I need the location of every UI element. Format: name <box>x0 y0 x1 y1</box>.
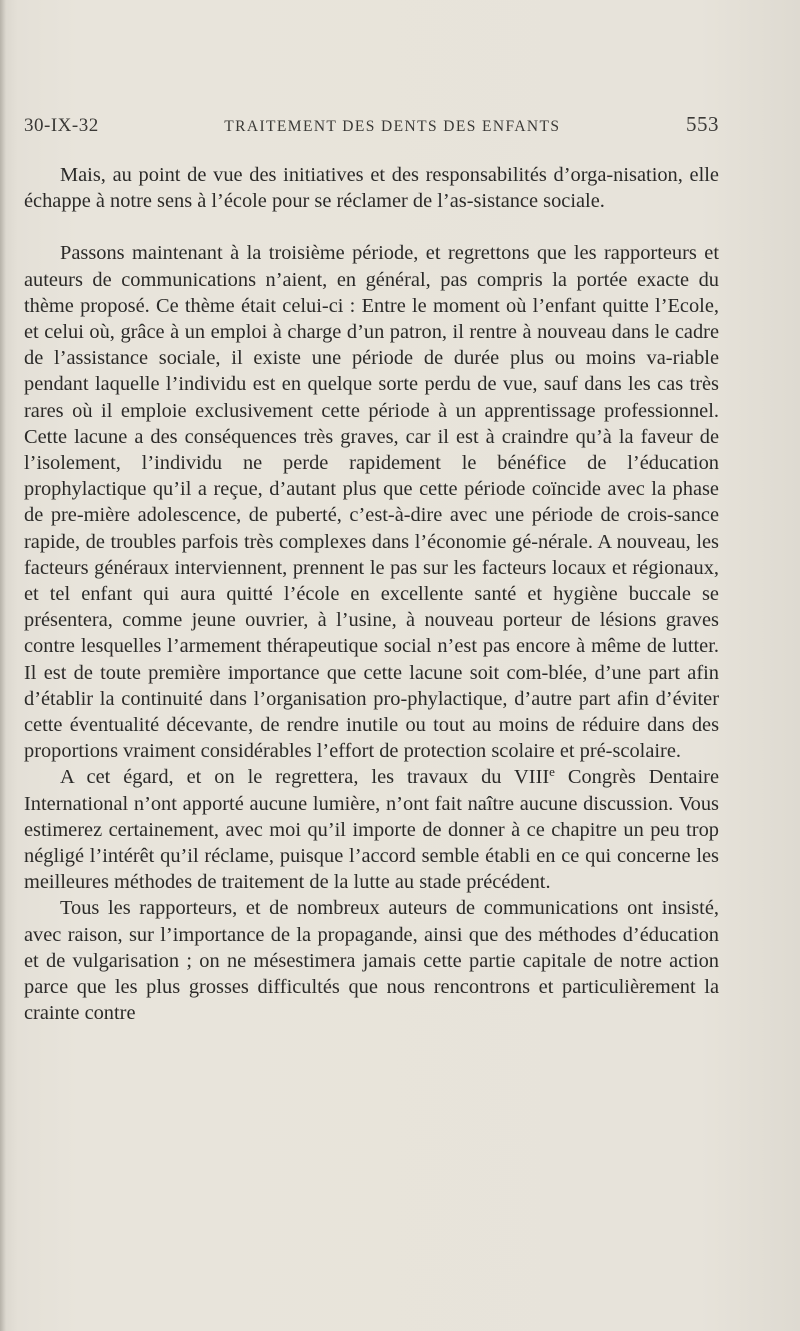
paragraph-4: Tous les rapporteurs, et de nombreux auteurs de communications ont insisté, avec raison, sur l’importance de la propagande, ainsi que des méthodes d’éducation et de vulgarisation ; on ne mésestimera jamais cette partie capitale de notre action parce que les plus grosses difficultés que nous rencontrons et particulièrement la crainte contre <box>24 897 719 1025</box>
page-edge-shadow <box>0 0 6 1331</box>
book-page <box>24 112 719 1027</box>
paragraph-3: A cet égard, et on le regrettera, les travaux du VIIIe Congrès Dentaire International n’ont apporté aucune lumière, n’ont fait naître aucune discussion. Vous estimerez certainement, avec moi qu’il importe de donner à ce chapitre un peu trop négligé l’intérêt qu’il réclame, puisque l’accord semble établi en ce qui concerne les meilleures méthodes de traitement de la lutte au stade précédent. <box>24 764 719 894</box>
header-title: TRAITEMENT DES DENTS DES ENFANTS <box>224 118 561 135</box>
running-head <box>24 112 719 142</box>
header-date: 30-IX-32 <box>24 115 99 136</box>
body-text <box>24 162 719 1027</box>
page-number: 553 <box>685 112 719 136</box>
paragraph-1: Mais, au point de vue des initiatives et des responsabilités d’orga-nisation, elle échappe à notre sens à l’école pour se réclamer de l’as-sistance sociale. <box>24 164 719 213</box>
paragraph-2: Passons maintenant à la troisième période, et regrettons que les rapporteurs et auteurs de communications n’aient, en général, pas compris la portée exacte du thème proposé. Ce thème était celui-ci : Entre le moment où l’enfant quitte l’Ecole, et celui où, grâce à un emploi à charge d’un patron, il rentre à nouveau dans le cadre de l’assistance sociale, il existe une période de durée plus ou moins va-riable pendant laquelle l’individu est en quelque sorte perdu de vue, sauf dans les cas très rares où il emploie exclusivement cette période à un apprentissage professionnel. Cette lacune a des conséquences très graves, car il est à craindre qu’à la faveur de l’isolement, l’individu ne perde rapidement le bénéfice de l’éducation prophylactique qu’il a reçue, d’autant plus que cette période coïncide avec la phase de pre-mière adolescence, de puberté, c’est-à-dire avec une période de crois-sance rapide, de troubles parfois très complexes dans l’économie gé-nérale. A nouveau, les facteurs généraux interviennent, prennent le pas sur les facteurs locaux et régionaux, et tel enfant qui aura quitté l’école en excellente santé et hygiène buccale se présentera, comme jeune ouvrier, à l’usine, à nouveau porteur de lésions graves contre lesquelles l’armement thérapeutique social n’est pas encore à même de lutter. Il est de toute première importance que cette lacune soit com-blée, d’une part afin d’établir la continuité dans l’organisation pro-phylactique, d’autre part afin d’éviter cette éventualité décevante, de rendre inutile ou tout au moins de réduire dans des proportions vraiment considérables l’effort de protection scolaire et pré-scolaire. <box>24 242 719 763</box>
ordinal-superscript: e <box>549 764 555 780</box>
